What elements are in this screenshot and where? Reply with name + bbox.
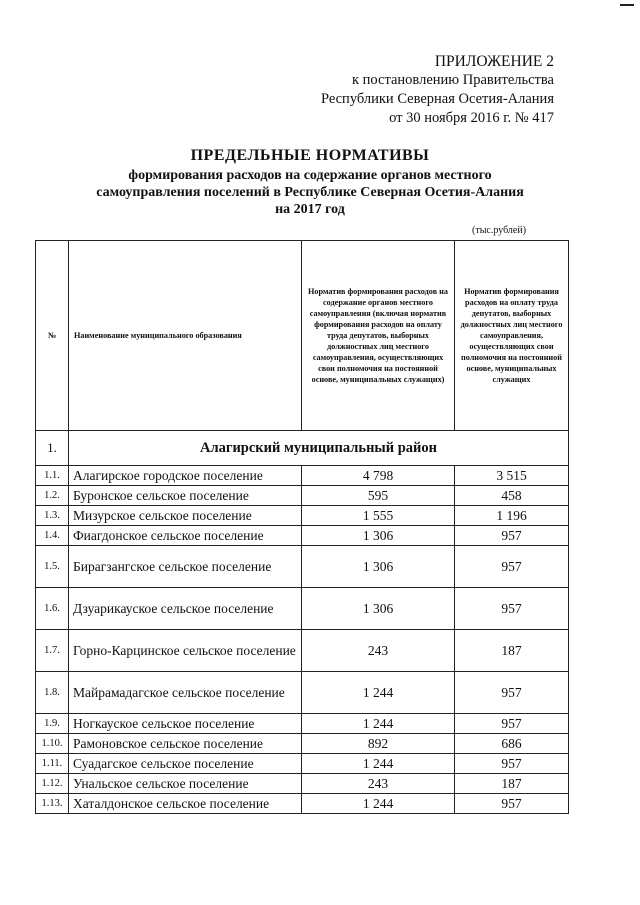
row-name: Хаталдонское сельское поселение <box>69 794 302 814</box>
table-row <box>36 794 569 814</box>
section-row <box>36 431 569 466</box>
row-name: Фиагдонское сельское поселение <box>69 526 302 546</box>
row-norm-total: 243 <box>302 774 455 794</box>
row-name: Дзуарикауское сельское поселение <box>69 588 302 630</box>
table-row <box>36 630 569 672</box>
row-norm-salary: 686 <box>455 734 569 754</box>
row-norm-salary: 3 515 <box>455 466 569 486</box>
row-name: Майрамадагское сельское поселение <box>69 672 302 714</box>
row-norm-total: 1 244 <box>302 672 455 714</box>
row-norm-salary: 187 <box>455 774 569 794</box>
row-num: 1.6. <box>36 588 69 630</box>
header-name: Наименование муниципального образования <box>69 241 302 431</box>
row-norm-salary: 957 <box>455 526 569 546</box>
row-norm-total: 1 244 <box>302 714 455 734</box>
row-num: 1.12. <box>36 774 69 794</box>
row-norm-salary: 957 <box>455 672 569 714</box>
table-row <box>36 526 569 546</box>
appendix-line-1: к постановлению Правительства <box>352 72 554 88</box>
row-norm-total: 4 798 <box>302 466 455 486</box>
row-norm-total: 1 306 <box>302 588 455 630</box>
row-num: 1.3. <box>36 506 69 526</box>
row-norm-salary: 1 196 <box>455 506 569 526</box>
row-name: Мизурское сельское поселение <box>69 506 302 526</box>
units-label: (тыс.рублей) <box>472 225 527 236</box>
header-norm-salary: Норматив формирования расходов на оплату труда депутатов, выборных должностных лиц местного самоуправления, осуществляющих свои полномочия на постоянной основе, муниципальных служащих <box>455 241 569 431</box>
document-heading <box>40 145 580 218</box>
header-num: № <box>36 241 69 431</box>
row-name: Буронское сельское поселение <box>69 486 302 506</box>
row-norm-total: 1 244 <box>302 754 455 774</box>
section-title: Алагирский муниципальный район <box>69 431 569 466</box>
row-num: 1.8. <box>36 672 69 714</box>
row-norm-total: 1 555 <box>302 506 455 526</box>
row-name: Суадагское сельское поселение <box>69 754 302 774</box>
table-row <box>36 466 569 486</box>
row-num: 1.1. <box>36 466 69 486</box>
row-num: 1.5. <box>36 546 69 588</box>
row-num: 1.10. <box>36 734 69 754</box>
row-norm-total: 1 244 <box>302 794 455 814</box>
table-row <box>36 506 569 526</box>
table-row <box>36 754 569 774</box>
row-num: 1.7. <box>36 630 69 672</box>
row-norm-total: 243 <box>302 630 455 672</box>
row-name: Ногкауское сельское поселение <box>69 714 302 734</box>
table-row <box>36 588 569 630</box>
row-num: 1.4. <box>36 526 69 546</box>
row-norm-salary: 957 <box>455 754 569 774</box>
heading-line-3: на 2017 год <box>275 202 345 217</box>
heading-line-1: формирования расходов на содержание органов местного <box>128 168 492 183</box>
row-name: Бирагзангское сельское поселение <box>69 546 302 588</box>
row-norm-salary: 957 <box>455 794 569 814</box>
norms-table <box>35 240 569 814</box>
table-row <box>36 734 569 754</box>
table-row <box>36 774 569 794</box>
row-norm-total: 892 <box>302 734 455 754</box>
document-title: ПРЕДЕЛЬНЫЕ НОРМАТИВЫ <box>190 147 430 164</box>
row-num: 1.13. <box>36 794 69 814</box>
appendix-line-3: от 30 ноября 2016 г. № 417 <box>389 110 554 126</box>
table-header-row <box>36 241 569 431</box>
row-name: Алагирское городское поселение <box>69 466 302 486</box>
row-name: Унальское сельское поселение <box>69 774 302 794</box>
row-norm-salary: 187 <box>455 630 569 672</box>
table-row <box>36 486 569 506</box>
table-row <box>36 714 569 734</box>
row-num: 1.2. <box>36 486 69 506</box>
appendix-title: ПРИЛОЖЕНИЕ 2 <box>434 53 554 70</box>
row-norm-salary: 458 <box>455 486 569 506</box>
row-name: Рамоновское сельское поселение <box>69 734 302 754</box>
appendix-line-2: Республики Северная Осетия-Алания <box>320 91 554 107</box>
section-num: 1. <box>36 431 69 466</box>
row-norm-total: 1 306 <box>302 546 455 588</box>
row-norm-salary: 957 <box>455 546 569 588</box>
row-norm-salary: 957 <box>455 588 569 630</box>
row-num: 1.11. <box>36 754 69 774</box>
row-num: 1.9. <box>36 714 69 734</box>
row-norm-total: 1 306 <box>302 526 455 546</box>
row-name: Горно-Карцинское сельское поселение <box>69 630 302 672</box>
row-norm-total: 595 <box>302 486 455 506</box>
table-row <box>36 546 569 588</box>
heading-line-2: самоуправления поселений в Республике Северная Осетия-Алания <box>96 185 524 200</box>
row-norm-salary: 957 <box>455 714 569 734</box>
table-row <box>36 672 569 714</box>
appendix-block <box>321 52 554 128</box>
header-norm-total: Норматив формирования расходов на содержание органов местного самоуправления (включая норматив формирования расходов на оплату труда депутатов, выборных должностных лиц местного самоуправления, осуществляющих свои полномочия на постоянной основе, муниципальных служащих) <box>302 241 455 431</box>
corner-mark <box>620 4 634 6</box>
